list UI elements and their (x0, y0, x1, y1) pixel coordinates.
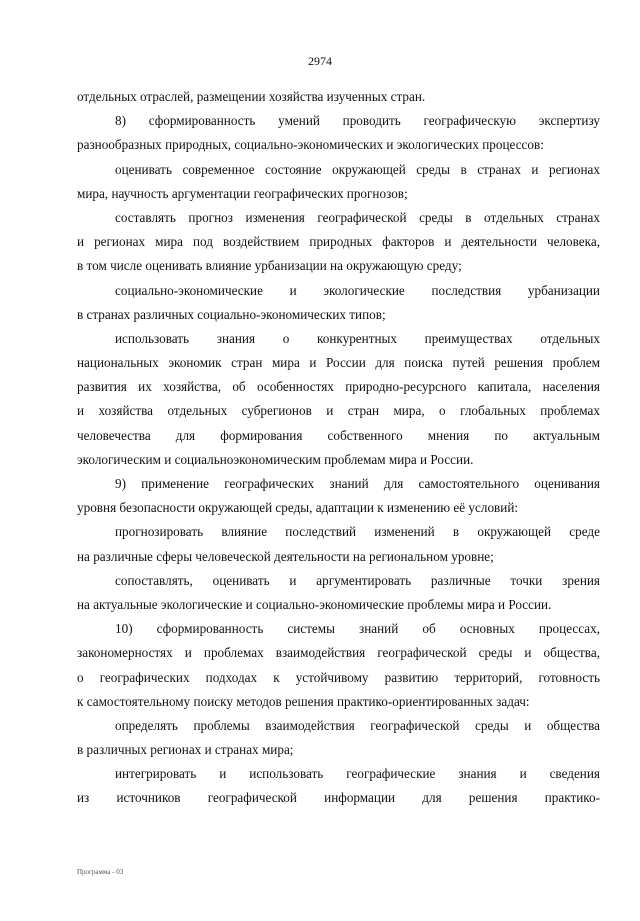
text-line: мира, научность аргументации географических прогнозов; (77, 185, 408, 201)
text-line: в различных регионах и странах мира; (77, 742, 294, 758)
text-line: 10) сформированность системы знаний об основных процессах, (115, 621, 600, 637)
text-line: к самостоятельному поиску методов решения практико-ориентированных задач: (77, 693, 530, 709)
text-line: сопоставлять, оценивать и аргументировать различные точки зрения (115, 572, 600, 588)
text-line: отдельных отраслей, размещении хозяйства изученных стран. (77, 89, 426, 104)
text-line: национальных экономик стран мира и России для поиска путей решения проблем (77, 355, 600, 371)
text-line: из источников географической информации для решения практико- (77, 790, 600, 806)
text-line: оценивать современное состояние окружающей среды в странах и регионах (115, 161, 600, 177)
text-line: социально-экономические и экологические последствия урбанизации (115, 282, 600, 298)
text-line: составлять прогноз изменения географической среды в отдельных странах (115, 209, 600, 225)
page-number: 2974 (308, 54, 332, 68)
text-line: определять проблемы взаимодействия географической среды и общества (115, 717, 600, 733)
text-line: и хозяйства отдельных субрегионов и стран мира, о глобальных проблемах (77, 403, 600, 419)
text-line: 8) сформированность умений проводить географическую экспертизу (115, 113, 600, 129)
text-line: на различные сферы человеческой деятельности на региональном уровне; (77, 548, 494, 564)
text-line: в том числе оценивать влияние урбанизации на окружающую среду; (77, 258, 462, 274)
text-line: уровня безопасности окружающей среды, адаптации к изменению её условий: (77, 500, 519, 516)
text-line: в странах различных социально-экономических типов; (77, 306, 386, 322)
body-text (77, 85, 600, 811)
text-line: экологическим и социальноэкономическим проблемам мира и России. (77, 451, 474, 467)
text-line: и регионах мира под воздействием природных факторов и деятельности человека, (77, 234, 600, 250)
footer-text: Программа - 03 (77, 868, 124, 876)
text-line: закономерностях и проблемах взаимодействия географической среды и общества, (77, 645, 600, 661)
text-line: на актуальные экологические и социально-экономические проблемы мира и России. (77, 596, 552, 612)
text-line: 9) применение географических знаний для самостоятельного оценивания (115, 476, 600, 491)
text-line: использовать знания о конкурентных преимуществах отдельных (115, 330, 600, 346)
text-line: о географических подходах к устойчивому развитию территорий, готовность (77, 669, 600, 685)
text-line: развития их хозяйства, об особенностях природно-ресурсного капитала, населения (77, 379, 600, 395)
text-line: прогнозировать влияние последствий изменений в окружающей среде (115, 524, 600, 540)
text-line: разнообразных природных, социально-экономических и экологических процессов: (77, 137, 544, 153)
text-line: человечества для формирования собственного мнения по актуальным (77, 427, 600, 443)
text-line: интегрировать и использовать географические знания и сведения (115, 766, 600, 782)
